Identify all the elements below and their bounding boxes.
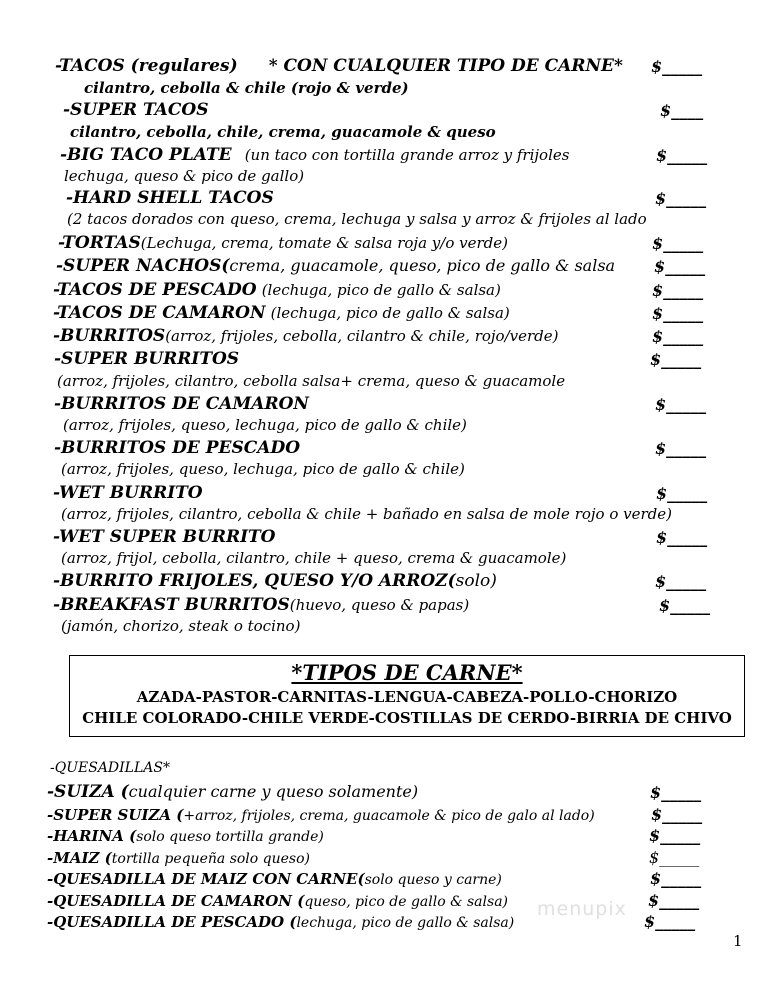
item-price: $_____ xyxy=(644,912,696,931)
menu-item-super-nachos xyxy=(56,256,615,276)
menu-item-tacos xyxy=(55,56,623,76)
item-price: $_____ xyxy=(649,848,700,867)
item-description: (Lechuga, crema, tomate & salsa roja y/o verde) xyxy=(140,234,508,252)
item-price: $_____ xyxy=(650,350,702,369)
item-description: (arroz, frijoles, cebolla, cilantro & chile, rojo/verde) xyxy=(165,327,559,345)
item-price: $_____ xyxy=(652,234,704,253)
item-description: (2 tacos dorados con queso, crema, lechuga y salsa y arroz & frijoles al lado xyxy=(67,210,647,228)
item-note: * CON CUALQUIER TIPO DE CARNE* xyxy=(268,56,623,76)
item-price: $_____ xyxy=(650,869,702,888)
item-price: $____ xyxy=(660,101,704,120)
item-name: -BREAKFAST BURRITOS xyxy=(53,595,290,615)
quesadilla-item-maiz xyxy=(47,848,310,867)
menu-item-super-tacos: -SUPER TACOS xyxy=(63,100,209,120)
item-name: -MAIZ ( xyxy=(47,849,112,867)
menu-item-hard-shell-tacos: -HARD SHELL TACOS xyxy=(66,188,274,208)
quesadilla-item-harina xyxy=(47,826,324,845)
item-description: cilantro, cebolla & chile (rojo & verde) xyxy=(84,79,409,97)
item-name: -TORTAS xyxy=(58,233,141,253)
quesadilla-item-pescado xyxy=(47,912,514,931)
carne-list-line-1: AZADA-PASTOR-CARNITAS-LENGUA-CABEZA-POLLO-CHORIZO xyxy=(136,688,678,706)
item-name: -HARINA ( xyxy=(47,827,137,845)
item-price: $_____ xyxy=(656,484,708,503)
item-description: (jamón, chorizo, steak o tocino) xyxy=(61,617,301,635)
item-price: $_____ xyxy=(652,281,704,300)
item-name: -SUIZA ( xyxy=(47,782,129,802)
item-description: (arroz, frijoles, queso, lechuga, pico de gallo & chile) xyxy=(63,416,467,434)
item-price: $_____ xyxy=(648,891,700,910)
menu-item-burritos-de-pescado: -BURRITOS DE PESCADO xyxy=(54,438,301,458)
menu-item-wet-super-burrito: -WET SUPER BURRITO xyxy=(53,527,276,547)
item-description: solo) xyxy=(455,571,497,591)
item-description: solo queso tortilla grande) xyxy=(136,829,324,845)
item-price: $_____ xyxy=(650,783,702,802)
item-price: $_____ xyxy=(651,805,703,824)
item-description: cilantro, cebolla, chile, crema, guacamole & queso xyxy=(70,123,496,141)
item-description: +arroz, frijoles, crema, guacamole & pico de galo al lado) xyxy=(183,808,595,824)
item-name: -BURRITO FRIJOLES, QUESO Y/O ARROZ( xyxy=(53,571,456,591)
item-name: -SUPER NACHOS( xyxy=(56,256,230,276)
item-price: $_____ xyxy=(652,327,704,346)
item-name: -BIG TACO PLATE xyxy=(60,145,232,165)
item-price: $_____ xyxy=(655,189,707,208)
item-name: -QUESADILLA DE PESCADO ( xyxy=(47,913,297,931)
item-description: crema, guacamole, queso, pico de gallo & salsa xyxy=(229,256,616,275)
item-description: solo queso y carne) xyxy=(364,872,502,888)
item-description: (huevo, queso & papas) xyxy=(289,596,470,614)
item-price: $_____ xyxy=(659,596,711,615)
item-description: (arroz, frijoles, queso, lechuga, pico de gallo & chile) xyxy=(61,460,465,478)
menu-item-super-burritos: -SUPER BURRITOS xyxy=(54,349,240,369)
item-price: $_____ xyxy=(656,146,708,165)
item-name: -TACOS DE CAMARON xyxy=(53,303,266,323)
item-price: $_____ xyxy=(655,395,707,414)
quesadilla-item-maiz-con-carne xyxy=(47,869,502,888)
item-description: tortilla pequeña solo queso) xyxy=(111,851,311,867)
item-description: (arroz, frijoles, cilantro, cebolla salsa+ crema, queso & guacamole xyxy=(57,372,566,390)
menu-item-burritos-de-camaron: -BURRITOS DE CAMARON xyxy=(54,394,309,414)
item-description: (arroz, frijol, cebolla, cilantro, chile + queso, crema & guacamole) xyxy=(61,549,567,567)
item-name: -TACOS DE PESCADO xyxy=(53,280,257,300)
menu-item-wet-burrito: -WET BURRITO xyxy=(53,483,203,503)
quesadillas-heading: -QUESADILLAS* xyxy=(50,760,170,776)
menu-item-big-taco-plate xyxy=(60,145,569,165)
menu-item-breakfast-burritos xyxy=(53,595,469,615)
item-name: -BURRITOS xyxy=(53,326,166,346)
item-price: $_____ xyxy=(656,528,708,547)
item-description: lechuga, queso & pico de gallo) xyxy=(64,167,305,185)
item-description: (un taco con tortilla grande arroz y frijoles xyxy=(244,146,570,164)
item-price: $_____ xyxy=(655,439,707,458)
quesadilla-item-super-suiza xyxy=(47,805,595,824)
item-description: (arroz, frijoles, cilantro, cebolla & chile + bañado en salsa de mole rojo o verde) xyxy=(61,505,673,523)
quesadilla-item-camaron xyxy=(47,891,508,910)
watermark-logo: menupix xyxy=(537,898,627,920)
carne-list-line-2: CHILE COLORADO-CHILE VERDE-COSTILLAS DE CERDO-BIRRIA DE CHIVO xyxy=(82,709,732,727)
item-price: $_____ xyxy=(649,826,701,845)
item-description: queso, pico de gallo & salsa) xyxy=(304,894,509,910)
item-description: cualquier carne y queso solamente) xyxy=(128,782,419,801)
menu-item-tortas xyxy=(58,233,508,253)
item-price: $_____ xyxy=(652,304,704,323)
item-name: -QUESADILLA DE MAIZ CON CARNE( xyxy=(47,870,365,888)
item-price: $_____ xyxy=(654,257,706,276)
item-description: (lechuga, pico de gallo & salsa) xyxy=(261,281,501,299)
menu-item-burrito-frijoles xyxy=(53,571,497,591)
item-price: $_____ xyxy=(655,572,707,591)
item-name: -SUPER SUIZA ( xyxy=(47,806,184,824)
item-price: $_____ xyxy=(651,57,703,76)
item-name: -TACOS (regulares) xyxy=(55,56,238,76)
tipos-de-carne-box xyxy=(69,655,745,737)
page-number: 1 xyxy=(733,932,743,950)
menu-item-tacos-de-pescado xyxy=(53,280,501,300)
menu-item-burritos xyxy=(53,326,558,346)
item-description: lechuga, pico de gallo & salsa) xyxy=(296,915,515,931)
item-description: (lechuga, pico de gallo & salsa) xyxy=(270,304,510,322)
quesadilla-item-suiza xyxy=(47,782,418,802)
item-name: -QUESADILLA DE CAMARON ( xyxy=(47,892,305,910)
menu-item-tacos-de-camaron xyxy=(53,303,510,323)
box-title: *TIPOS DE CARNE* xyxy=(291,660,523,685)
